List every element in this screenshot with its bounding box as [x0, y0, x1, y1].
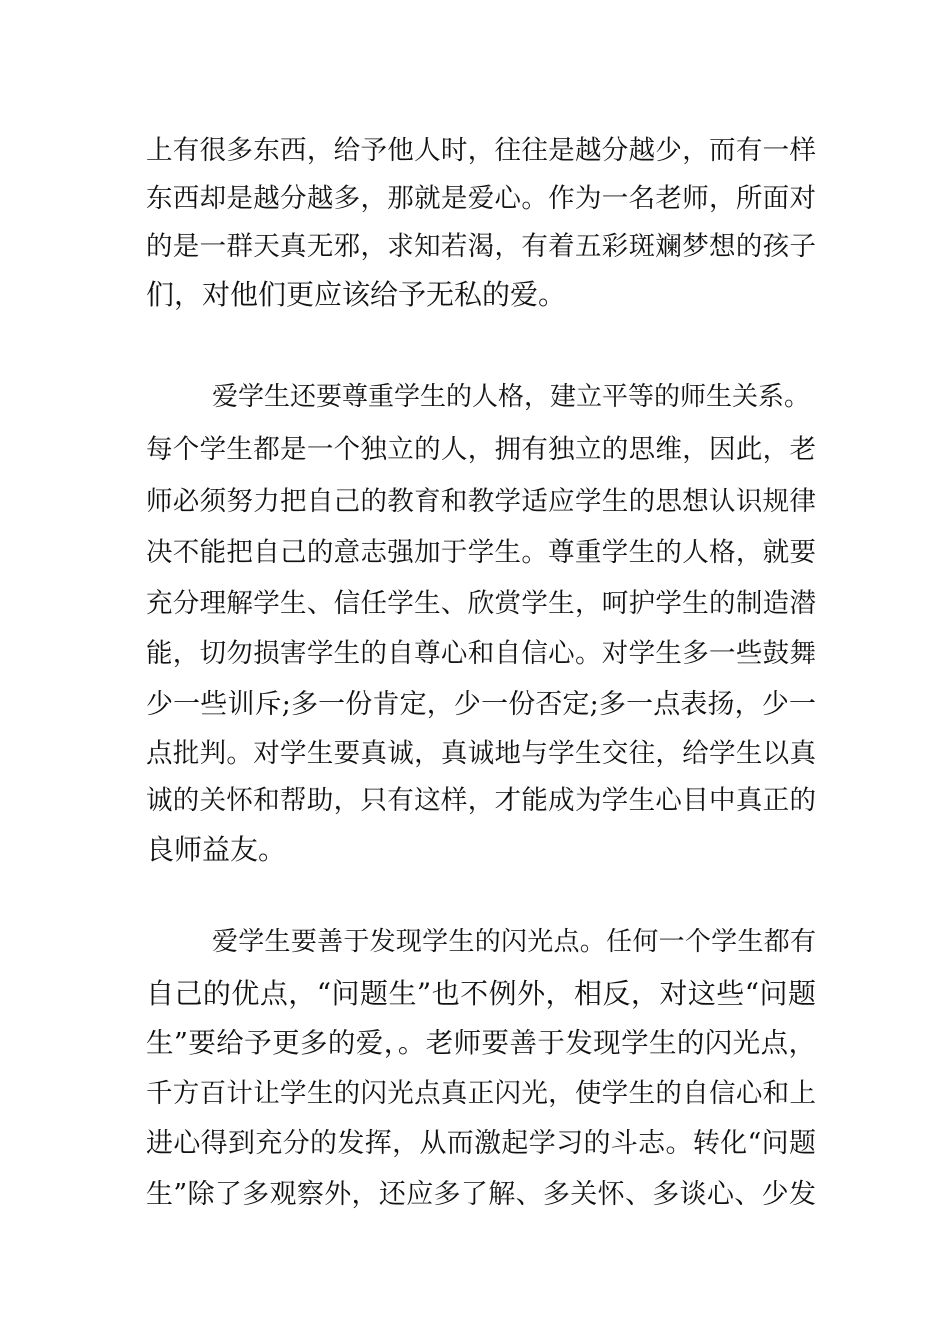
- text-line: 进心得到充分的发挥，从而激起学习的斗志。转化“问题: [146, 1128, 816, 1159]
- text-line: 东西却是越分越多，那就是爱心。作为一名老师，所面对: [146, 183, 816, 214]
- text-line: 的是一群天真无邪，求知若渴，有着五彩斑斓梦想的孩子: [146, 231, 816, 262]
- text-line: 点批判。对学生要真诚，真诚地与学生交往，给学生以真: [146, 738, 816, 769]
- text-line: 上有很多东西，给予他人时，往往是越分越少，而有一样: [146, 135, 816, 166]
- text-line: 少一些训斥;多一份肯定，少一份否定;多一点表扬，少一: [146, 689, 816, 720]
- text-line: 爱学生还要尊重学生的人格，建立平等的师生关系。: [212, 382, 811, 412]
- text-line: 自己的优点，“问题生”也不例外，相反，对这些“问题: [146, 977, 816, 1010]
- text-line: 生”除了多观察外，还应多了解、多关怀、多谈心、少发: [146, 1179, 816, 1210]
- text-line: 千方百计让学生的闪光点真正闪光，使学生的自信心和上: [146, 1078, 816, 1109]
- text-line: 们，对他们更应该给予无私的爱。: [146, 278, 567, 311]
- text-line: 师必须努力把自己的教育和教学适应学生的思想认识规律: [146, 486, 816, 517]
- text-line: 良师益友。: [146, 833, 287, 866]
- text-line: 充分理解学生、信任学生、欣赏学生，呵护学生的制造潜: [146, 588, 816, 619]
- text-line: 诚的关怀和帮助，只有这样，才能成为学生心目中真正的: [146, 785, 816, 816]
- text-line: 能，切勿损害学生的自尊心和自信心。对学生多一些鼓舞: [146, 638, 816, 669]
- text-line: 爱学生要善于发现学生的闪光点。任何一个学生都有: [212, 927, 816, 957]
- text-line: 决不能把自己的意志强加于学生。尊重学生的人格，就要: [146, 537, 816, 568]
- text-line: 每个学生都是一个独立的人，拥有独立的思维，因此，老: [146, 434, 816, 465]
- text-line: 生”要给予更多的爱，。老师要善于发现学生的闪光点，: [146, 1027, 816, 1059]
